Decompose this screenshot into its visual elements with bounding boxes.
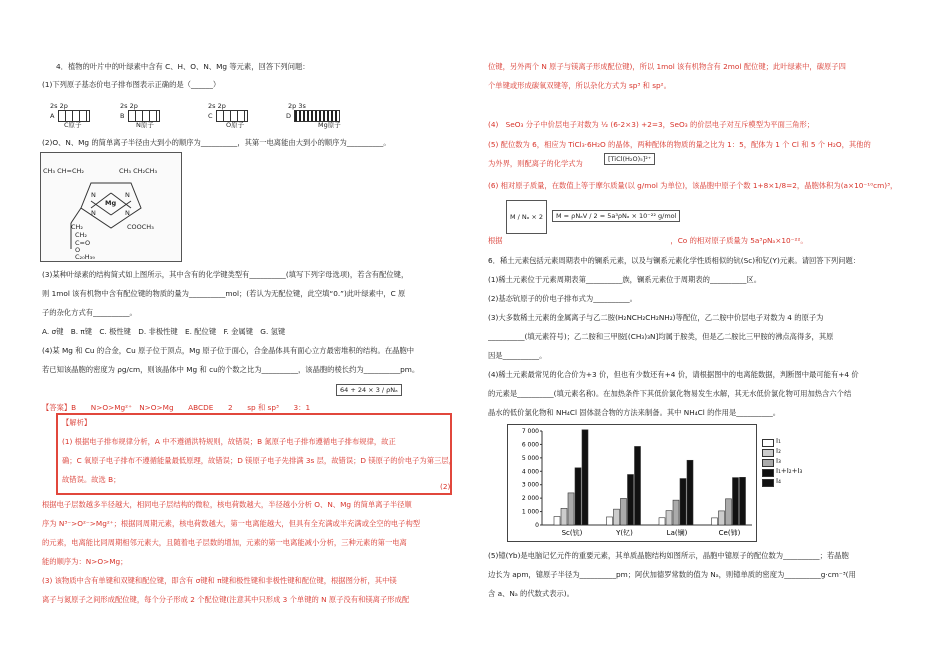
mol-top-left: CH₃ CH=CH₂ [43,167,85,175]
bar-0-0 [554,517,560,525]
legend-i2: I₂ [762,447,802,457]
analysis-line-1: (1) 根据电子排布规律分析，A 中不遵循洪特规则，故错误；B 氮原子电子排布遵循电子排布规律，故正 [62,437,396,446]
bar-0-2 [568,493,574,525]
option-b-name: N原子 [136,121,154,129]
density-formula-right: M = ρNₐV / 2 = 5a³ρNₐ × 10⁻²² g/mol [552,210,680,222]
bar-0-1 [561,508,567,525]
y-tick-label: 2 000 [521,495,539,503]
bar-3-1 [719,511,725,525]
mol-n4: N [125,209,130,217]
legend-sum: I₁+I₂+I₃ [762,467,802,477]
explain-line-5: (3) 该物质中含有单键和双键和配位键，即含有 σ键和 π键和极性键和非极性键和配位键，根据图分析，其中镁 [42,576,397,585]
x-category-label: Y(钇) [616,529,633,537]
bar-2-1 [666,511,672,525]
legend-i3: I₃ [762,457,802,467]
mol-chain-2: C=O [75,239,91,247]
y-tick-label: 7 000 [521,428,539,435]
ionization-energy-chart [507,424,757,542]
right-line-1: 位键，另外两个 N 原子与镁离子形成配位键)，所以 1mol 该有机物含有 2mol 配位键；此叶绿素中，碳原子四 [488,62,846,71]
bar-2-0 [659,518,665,525]
option-d-letter: D [286,112,292,120]
bar-1-3 [628,475,634,525]
mol-bottom-right: COOCH₃ [127,223,154,231]
q6-part3-line2: __________(填元素符号)；乙二胺和三甲胺[(CH₃)₃N]均属于胺类，但是乙二胺比三甲胺的沸点高得多，其原 [488,332,834,341]
option-d-name: Mg原子 [318,121,341,129]
q4-part2: (2)O、N、Mg 的简单离子半径由大到小的顺序为__________，其第一电离能由大到小的顺序为__________。 [42,138,391,147]
bar-2-2 [673,500,679,525]
y-tick-label: 6 000 [521,441,539,449]
paren-two: (2) [440,482,451,491]
legend-i1: I₁ [762,437,802,447]
q6-part1: (1)稀土元素位于元素周期表第__________族，镧系元素位于周期表的__________区。 [488,275,762,284]
q6-part2: (2)基态钪原子的价电子排布式为__________。 [488,294,637,303]
density-formula-left: M / Nₐ × 2 [506,200,547,234]
bar-0-3 [575,468,581,525]
analysis-box [56,413,456,495]
bar-1-1 [614,509,620,525]
mol-chain-1: CH₂ [75,231,88,239]
chlorophyll-structure [40,152,182,262]
q4-part4-line2: 若已知该晶胞的密度为 ρg/cm，则该晶体中 Mg 和 cu的个数之比为__________，该晶胞的棱长约为__________pm。 [42,365,420,374]
q4-part3-options: A. σ键 B. π键 C. 极性键 D. 非极性键 E. 配位键 F. 金属键 G. 氢键 [42,327,286,336]
mol-n2: N [125,191,130,199]
mol-chain-4: C₂₀H₃₉ [75,253,95,261]
bar-2-3 [680,479,686,525]
mol-center-mg: Mg [105,199,117,207]
q4-part3-line3: 子的杂化方式有__________。 [42,308,137,317]
explain-line-4: 能的顺序为：N>O>Mg； [42,557,128,566]
right-line-2: 个单键或形成碳氧双键等，所以杂化方式为 sp³ 和 sp²。 [488,81,671,90]
q4-part1: (1)下列原子基态价电子排布图表示正确的是（______） [42,80,221,89]
answer-formula: 64 + 24 × 3 / ρNₐ [336,384,402,396]
analysis-line-2: 确；C 氧原子电子排布不遵循能量最低原理，故错误；D 镁原子电子先排满 3s 层，故错误；D 镁原子的价电子为第三层， [62,456,456,465]
bar-3-0 [712,518,718,525]
q4-part3-line2: 则 1mol 该有机物中含有配位键的物质的量为__________mol；(若认为无配位键，此空填“0.”)此叶绿素中，C 原 [42,289,406,298]
y-tick-label: 4 000 [521,468,539,476]
bar-0-4 [582,430,588,525]
option-c-name: O原子 [226,121,245,129]
chart-legend [762,437,802,487]
analysis-line-3: 故错误。故选 B； [62,475,121,484]
option-b-letter: B [120,112,125,120]
legend-i4: I₄ [762,477,802,487]
bar-3-4 [740,477,746,525]
mol-n3: N [91,209,96,217]
right-line-6: 根据 ，Co 的相对原子质量为 5a³ρNₐ×10⁻²²。 [488,236,808,245]
option-a-letter: A [50,112,55,120]
bar-3-2 [726,499,732,525]
bar-1-2 [621,498,627,525]
q6-part3-line3: 因是__________。 [488,351,547,360]
explain-line-6: 离子与氮原子之间形成配位键，每个分子形成 2 个配位键(注意其中只形成 3 个单键的 N 原子没有和镁离子形成配 [42,595,410,604]
explain-line-2: 序为 N³⁻>O²⁻>Mg²⁺；根据同周期元素，核电荷数越大，第一电离能越大，但具有全充满或半充满或全空的电子构型 [42,519,421,528]
explain-line-1: 根据电子层数越多半径越大，相同电子层结构的微粒，核电荷数越大，半径越小分析 O、N、Mg 的简单离子半径顺 [42,500,412,509]
q6-part4-line3: 晶水的低价氯化物和 NH₄Cl 固体混合物的方法来制备。其中 NH₄Cl 的作用是__________。 [488,408,781,417]
y-tick-label: 5 000 [521,454,539,462]
mol-n1: N [91,191,96,199]
answer-line: 【答案】B N>O>Mg²⁺ N>O>Mg ABCDE 2 sp 和 sp³ 3：1 [42,403,311,412]
option-c-letter: C [208,112,213,120]
q6-part5-line1: (5)镱(Yb)是电脑记忆元件的重要元素，其单质晶胞结构如图所示，晶胞中镱原子的配位数为__________；若晶胞 [488,551,849,560]
x-category-label: Sc(钪) [561,529,583,537]
option-d-top: 2p 3s [288,102,306,110]
chart-svg [508,425,756,541]
bar-1-0 [607,517,613,525]
option-b-top: 2s 2p [120,102,138,110]
q6-part5-line3: 含 a、Nₐ 的代数式表示)。 [488,589,574,598]
y-tick-label: 3 000 [521,481,539,489]
q6-part5-line2: 边长为 apm，镱原子半径为__________pm；阿伏加德罗常数的值为 Nₐ，则镱单质的密度为__________g·cm⁻³(用 [488,570,856,579]
q6-part4-line2: 的元素是__________(填元素名称)。在加热条件下其低价氯化物易发生水解，其无水低价氯化物可用加热含六个结 [488,389,852,398]
orbital-options [50,102,430,129]
q4-stem: 4．植物的叶片中的叶绿素中含有 C、H、O、N、Mg 等元素，回答下列问题： [56,62,310,71]
mol-top-right: CH₃ CH₂CH₃ [119,167,158,175]
right-line-4b: 为外界，则配离子的化学式为 [488,159,583,168]
q6-part4-line1: (4)稀土元素最常见的化合价为+3 价，但也有少数还有+4 价，请根据图中的电离能数据，判断图中最可能有+4 价 [488,370,859,379]
explain-line-3: 的元素，电离能比同周期相邻元素大，且随着电子层数的增加，元素的第一电离能减小分析，三种元素的第一电离 [42,538,407,547]
right-line-5: (6) 相对原子质量，在数值上等于摩尔质量(以 g/mol 为单位)，该晶胞中原子个数 1+8×1/8=2，晶胞体积为(a×10⁻¹⁰cm)³， [488,181,898,190]
complex-formula: [TiCl(H₂O)₅]²⁺ [604,153,655,165]
mol-chain-3: O [75,246,81,254]
x-category-label: Ce(铈) [718,529,741,537]
y-tick-label: 0 [535,522,539,529]
option-a-top: 2s 2p [50,102,68,110]
right-line-4a: (5) 配位数为 6，相应为 TiCl₃·6H₂O 的晶体，两种配体的物质的量之比为 1：5，配体为 1 个 Cl 和 5 个 H₂O，其他的 [488,140,871,149]
q4-part3-line1: (3)某种叶绿素的结构简式如上图所示，其中含有的化学键类型有__________(填写下列字母选项)，若含有配位键， [42,270,409,279]
q6-part3-line1: (3)大多数稀土元素的金属离子与乙二胺(H₂NCH₂CH₂NH₂)等配位，乙二胺中价层电子对数为 4 的原子为 [488,313,824,322]
x-category-label: La(镧) [666,529,688,537]
mol-bottom-left: CH₂ [71,223,84,231]
option-c-top: 2s 2p [208,102,226,110]
q4-part4-line1: (4)某 Mg 和 Cu 的合金，Cu 原子位于顶点，Mg 原子位于面心，合金晶体具有面心立方最密堆积的结构。在晶胞中 [42,346,415,355]
bar-2-4 [687,460,693,525]
bar-1-4 [635,446,641,525]
q6-stem: 6．稀土元素包括元素周期表中的镧系元素，以及与镧系元素化学性质相似的钪(Sc)和钇(Y)元素。请回答下列问题： [488,256,861,265]
bar-3-3 [733,478,739,525]
right-line-3: (4) SeO₃ 分子中价层电子对数为 ½ (6-2×3) +2=3，SeO₃ 的价层电子对互斥模型为平面三角形； [488,120,815,129]
analysis-title: 【解析】 [62,418,92,427]
option-a-name: C原子 [64,121,82,129]
y-tick-label: 1 000 [521,508,539,516]
